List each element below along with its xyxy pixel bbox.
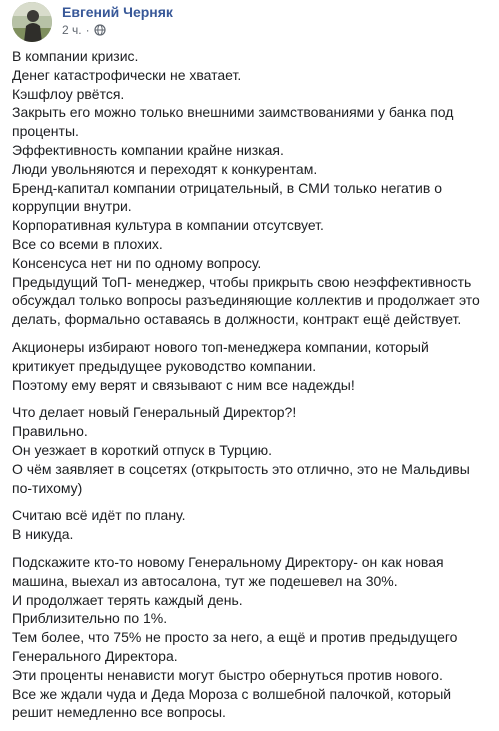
post-text-line: Консенсуса нет ни по одному вопросу. [12,254,262,271]
post-text-line: Корпоративная культура в компании отсутсвует. [12,217,324,234]
post-text-line: Предыдущий ТоП- менеджер, чтобы прикрыть свою неэффективность [12,273,472,290]
post-meta [62,23,106,37]
post-text-line: Считаю всё идёт по плану. [12,507,186,524]
post-text-line: Закрыть его можно только внешними заимствованиями у банка под [12,104,454,121]
post-text-line: Акционеры избирают нового топ-менеджера компании, который [12,338,429,355]
post-paragraph [12,553,496,722]
post-text-line: Подскажите кто-то новому Генеральному Директору- он как новая [12,553,444,570]
post-text-line: Поэтому ему верят и связывают с ним все надежды! [12,376,355,393]
post-text-line: Денег катастрофически не хватает. [12,66,242,83]
post-text-line: решит немедленно все вопросы. [12,704,226,721]
post-text-line: проценты. [12,123,79,140]
globe-icon[interactable] [94,24,106,36]
post-text-line: Генерального Директора. [12,647,178,664]
author-name[interactable]: Евгений Черняк [62,4,173,20]
post-text-line: Все же ждали чуда и Деда Мороза с волшебной палочкой, который [12,685,452,702]
post-text-line: В никуда. [12,526,74,543]
post-paragraph [12,338,496,394]
post-text-line: Эти проценты ненависти могут быстро обернуться против нового. [12,666,443,683]
post-text-line: Тем более, что 75% не просто за него, а ещё и против предыдущего [12,629,458,646]
post-text-line: Бренд-капитал компании отрицательный, в СМИ только негатив о [12,179,442,196]
post-text-line: Люди увольняются и переходят к конкурентам. [12,160,318,177]
post-text-line: коррупции внутри. [12,198,132,215]
post-text-line: машина, выехал из автосалона, тут же подешевел на 30%. [12,572,398,589]
post-text-line: делать, формально оставаясь в должности, контракт ещё действует. [12,311,462,328]
post-text-line: Кэшфлоу рвётся. [12,85,125,102]
post-text-line: И продолжает терять каждый день. [12,591,243,608]
post-paragraph [12,403,496,497]
post-text-line: Правильно. [12,423,88,440]
post-text-line: Он уезжает в короткий отпуск в Турцию. [12,441,273,458]
post-text-line: В компании кризис. [12,48,139,64]
post-text-line: обсуждал только вопросы разъединяющие коллектив и продолжает это [12,292,480,309]
post-text-line: Приблизительно по 1%. [12,610,168,627]
post-text-line: по-тихому) [12,479,83,496]
meta-separator: · [85,23,90,37]
post-time[interactable]: 2 ч. [62,23,82,37]
post-text-line: Что делает новый Генеральный Директор?! [12,404,297,421]
avatar[interactable] [12,2,52,42]
post-text-line: критикует предыдущее руководство компании. [12,357,317,374]
post-text-line: Все со всеми в плохих. [12,235,163,252]
post-text [12,47,496,731]
post-text-line: Эффективность компании крайне низкая. [12,141,284,158]
post-paragraph [12,506,496,544]
post-text-line: О чём заявляет в соцсетях (открытость это отлично, это не Мальдивы [12,460,470,477]
post-paragraph [12,47,496,329]
avatar-photo-icon [12,2,52,42]
